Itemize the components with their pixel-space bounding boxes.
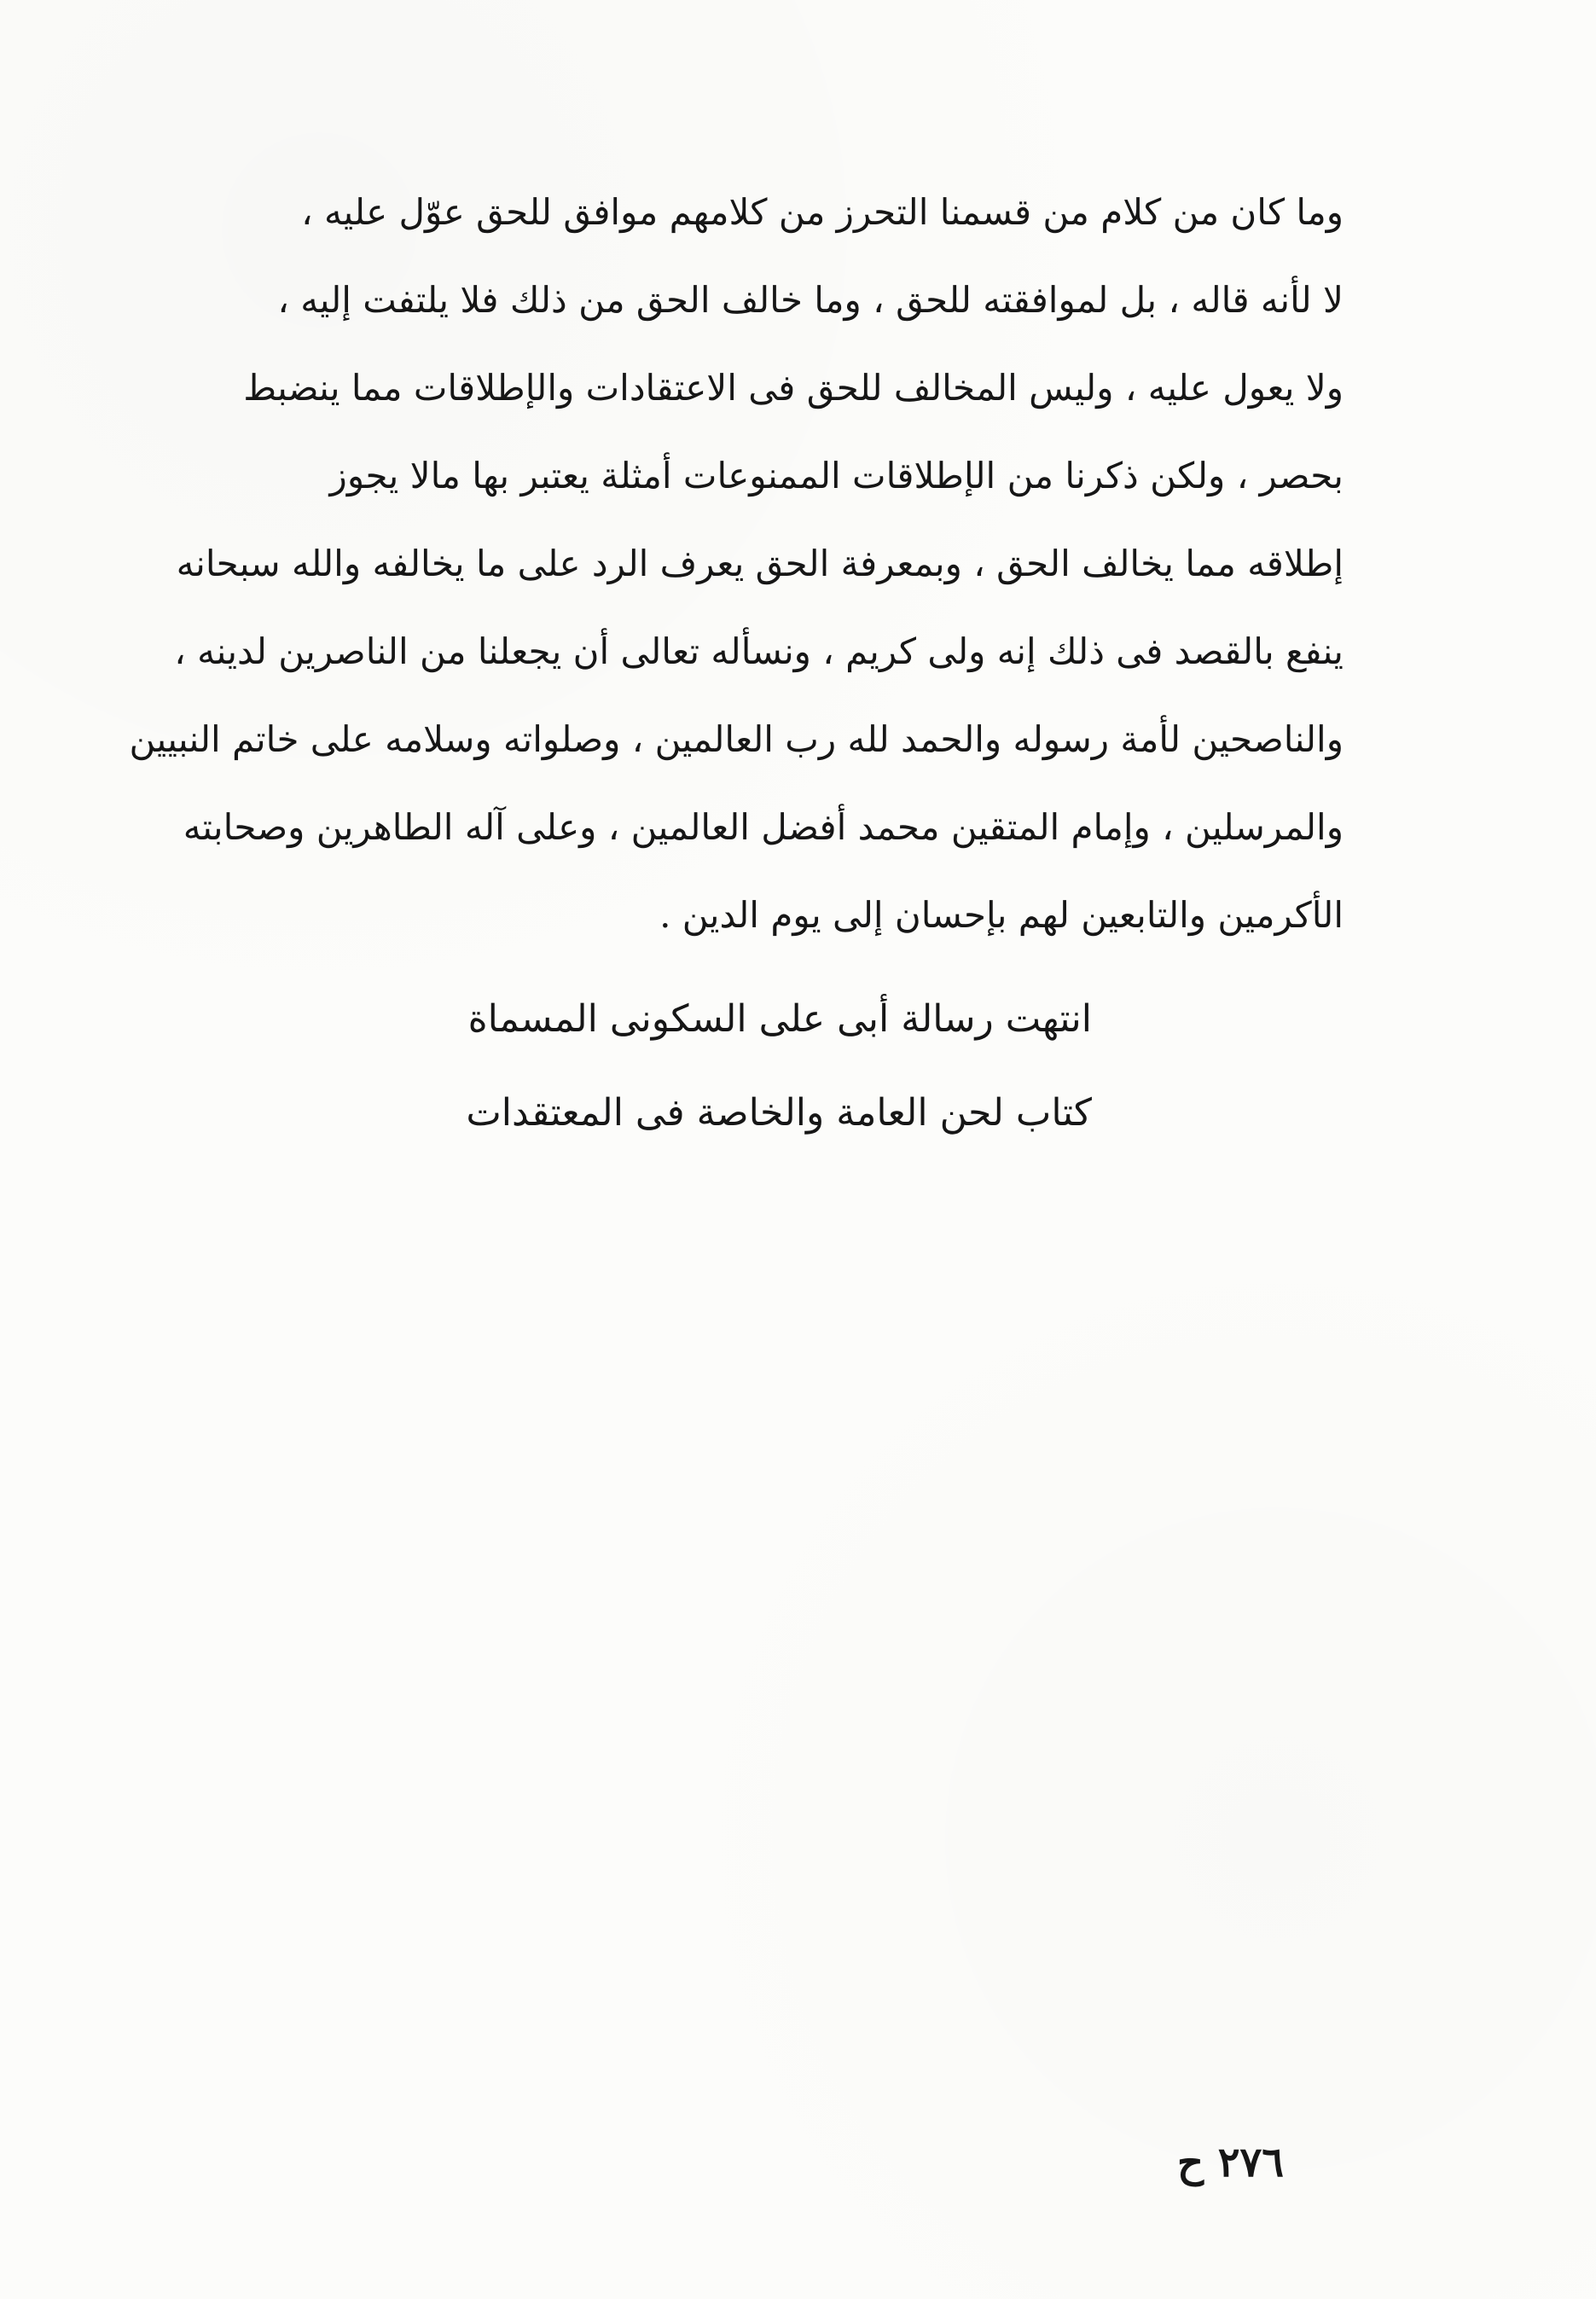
- colophon-line: كتاب لحن العامة والخاصة فى المعتقدات: [466, 1091, 1092, 1135]
- page-number: ٢٧٦ ح: [1177, 2139, 1285, 2186]
- body-line: والمرسلين ، وإمام المتقين محمد أفضل العالمين ، وعلى آله الطاهرين وصحابته: [183, 806, 1344, 848]
- colophon-line: انتهت رسالة أبى على السكونى المسماة: [467, 997, 1092, 1041]
- closing-colophon: [466, 972, 1092, 1160]
- body-line: ينفع بالقصد فى ذلك إنه ولى كريم ، ونسأله تعالى أن يجعلنا من الناصرين لدينه ،: [174, 630, 1344, 672]
- body-line: وما كان من كلام من قسمنا التحرز من كلامهم موافق للحق عوّل عليه ،: [301, 191, 1344, 233]
- body-line: لا لأنه قاله ، بل لموافقته للحق ، وما خالف الحق من ذلك فلا يلتفت إليه ،: [277, 279, 1344, 321]
- body-line: والناصحين لأمة رسوله والحمد لله رب العالمين ، وصلواته وسلامه على خاتم النبيين: [129, 718, 1344, 760]
- body-line: بحصر ، ولكن ذكرنا من الإطلاقات الممنوعات أمثلة يعتبر بها مالا يجوز: [329, 455, 1344, 496]
- body-line: ولا يعول عليه ، وليس المخالف للحق فى الاعتقادات والإطلاقات مما ينضبط: [243, 367, 1344, 409]
- body-line: إطلاقه مما يخالف الحق ، وبمعرفة الحق يعرف الرد على ما يخالفه والله سبحانه: [176, 543, 1344, 584]
- main-body-text: [129, 168, 1344, 959]
- body-line: الأكرمين والتابعين لهم بإحسان إلى يوم الدين .: [659, 894, 1344, 936]
